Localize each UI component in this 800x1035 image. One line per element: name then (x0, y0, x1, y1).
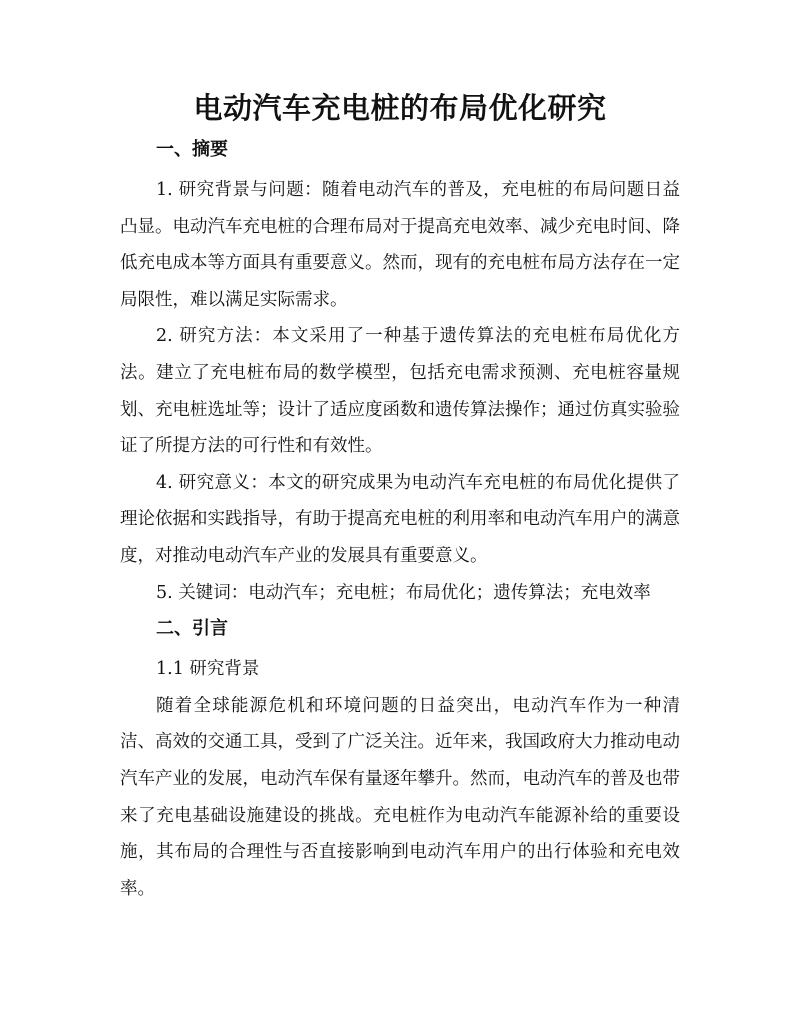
abstract-paragraph-significance: 4. 研究意义：本文的研究成果为电动汽车充电桩的布局优化提供了理论依据和实践指导，有助于提高充电桩的利用率和电动汽车用户的满意度，对推动电动汽车产业的发展具有重要意义。 (120, 472, 680, 566)
intro-subheading-background: 1.1 研究背景 (156, 659, 260, 680)
page-title: 电动汽车充电桩的布局优化研究 (193, 91, 607, 125)
abstract-paragraph-background: 1. 研究背景与问题：随着电动汽车的普及，充电桩的布局问题日益凸显。电动汽车充电桩的合理布局对于提高充电效率、减少充电时间、降低充电成本等方面具有重要意义。然而，现有的充电桩布局方法存在一定局限性，难以满足实际需求。 (120, 180, 680, 310)
intro-heading: 二、引言 (156, 618, 228, 640)
abstract-heading: 一、摘要 (156, 139, 228, 160)
abstract-paragraph-method: 2. 研究方法：本文采用了一种基于遗传算法的充电桩布局优化方法。建立了充电桩布局的数学模型，包括充电需求预测、充电桩容量规划、充电桩选址等；设计了适应度函数和遗传算法操作；通过仿真实验验证了所提方法的可行性和有效性。 (120, 326, 680, 457)
abstract-paragraph-keywords: 5. 关键词：电动汽车；充电桩；布局优化；遗传算法；充电效率 (156, 582, 651, 603)
intro-paragraph-background: 随着全球能源危机和环境问题的日益突出，电动汽车作为一种清洁、高效的交通工具，受到了广泛关注。近年来，我国政府大力推动电动汽车产业的发展，电动汽车保有量逐年攀升。然而，电动汽车的普及也带来了充电基础设施建设的挑战。充电桩作为电动汽车能源补给的重要设施，其布局的合理性与否直接影响到电动汽车用户的出行体验和充电效率。 (120, 695, 680, 899)
